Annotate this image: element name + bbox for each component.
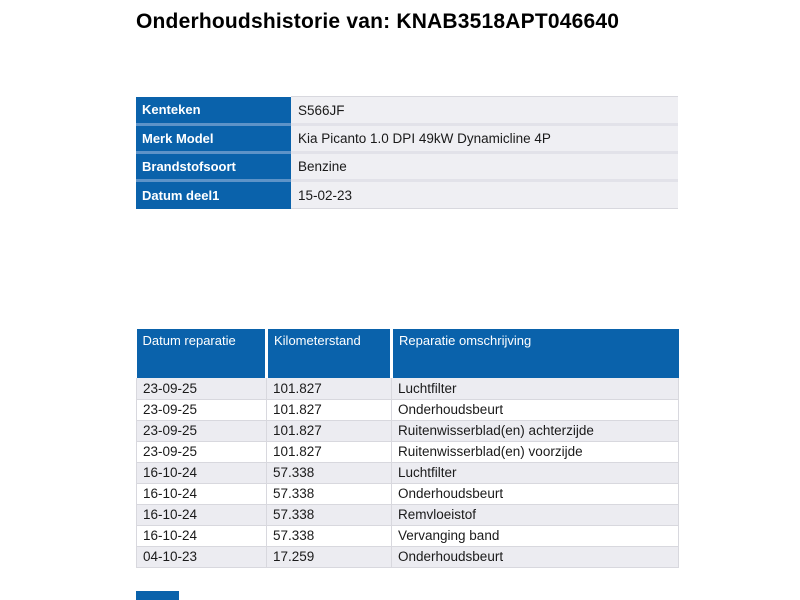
cell-omschrijving: Luchtfilter — [392, 378, 679, 399]
table-row — [137, 462, 679, 483]
table-row — [137, 483, 679, 504]
next-table-header-partial — [136, 591, 179, 600]
cell-omschrijving: Onderhoudsbeurt — [392, 483, 679, 504]
table-row — [137, 399, 679, 420]
cell-kilometerstand: 57.338 — [267, 525, 392, 546]
cell-omschrijving: Vervanging band — [392, 525, 679, 546]
column-header-kilometerstand: Kilometerstand — [267, 329, 392, 378]
table-row — [137, 546, 679, 567]
cell-datum: 23-09-25 — [137, 420, 267, 441]
cell-datum: 23-09-25 — [137, 378, 267, 399]
cell-omschrijving: Luchtfilter — [392, 462, 679, 483]
table-row — [137, 420, 679, 441]
table-row — [137, 504, 679, 525]
table-row — [136, 153, 678, 181]
table-row — [136, 97, 678, 125]
table-row — [137, 378, 679, 399]
field-value-merk-model: Kia Picanto 1.0 DPI 49kW Dynamicline 4P — [291, 125, 678, 153]
cell-omschrijving: Ruitenwisserblad(en) voorzijde — [392, 441, 679, 462]
cell-omschrijving: Ruitenwisserblad(en) achterzijde — [392, 420, 679, 441]
cell-omschrijving: Onderhoudsbeurt — [392, 546, 679, 567]
cell-kilometerstand: 57.338 — [267, 462, 392, 483]
cell-datum: 23-09-25 — [137, 441, 267, 462]
cell-kilometerstand: 101.827 — [267, 378, 392, 399]
cell-datum: 16-10-24 — [137, 525, 267, 546]
cell-datum: 23-09-25 — [137, 399, 267, 420]
field-label-merk-model: Merk Model — [136, 125, 291, 153]
cell-kilometerstand: 101.827 — [267, 399, 392, 420]
cell-kilometerstand: 57.338 — [267, 504, 392, 525]
cell-kilometerstand: 101.827 — [267, 441, 392, 462]
cell-kilometerstand: 17.259 — [267, 546, 392, 567]
table-row — [137, 525, 679, 546]
cell-kilometerstand: 101.827 — [267, 420, 392, 441]
field-label-kenteken: Kenteken — [136, 97, 291, 125]
vehicle-info-table — [136, 96, 678, 209]
cell-omschrijving: Onderhoudsbeurt — [392, 399, 679, 420]
cell-omschrijving: Remvloeistof — [392, 504, 679, 525]
page-title: Onderhoudshistorie van: KNAB3518APT046640 — [136, 10, 620, 33]
field-value-brandstofsoort: Benzine — [291, 153, 678, 181]
table-row — [136, 125, 678, 153]
cell-datum: 04-10-23 — [137, 546, 267, 567]
field-label-brandstofsoort: Brandstofsoort — [136, 153, 291, 181]
cell-datum: 16-10-24 — [137, 462, 267, 483]
field-value-kenteken: S566JF — [291, 97, 678, 125]
field-value-datum-deel1: 15-02-23 — [291, 181, 678, 209]
column-header-reparatie-omschrijving: Reparatie omschrijving — [392, 329, 679, 378]
table-row — [136, 181, 678, 209]
field-label-datum-deel1: Datum deel1 — [136, 181, 291, 209]
cell-datum: 16-10-24 — [137, 504, 267, 525]
repair-history-table — [136, 329, 679, 568]
cell-kilometerstand: 57.338 — [267, 483, 392, 504]
table-row — [137, 441, 679, 462]
table-header-row — [137, 329, 679, 378]
column-header-datum-reparatie: Datum reparatie — [137, 329, 267, 378]
cell-datum: 16-10-24 — [137, 483, 267, 504]
